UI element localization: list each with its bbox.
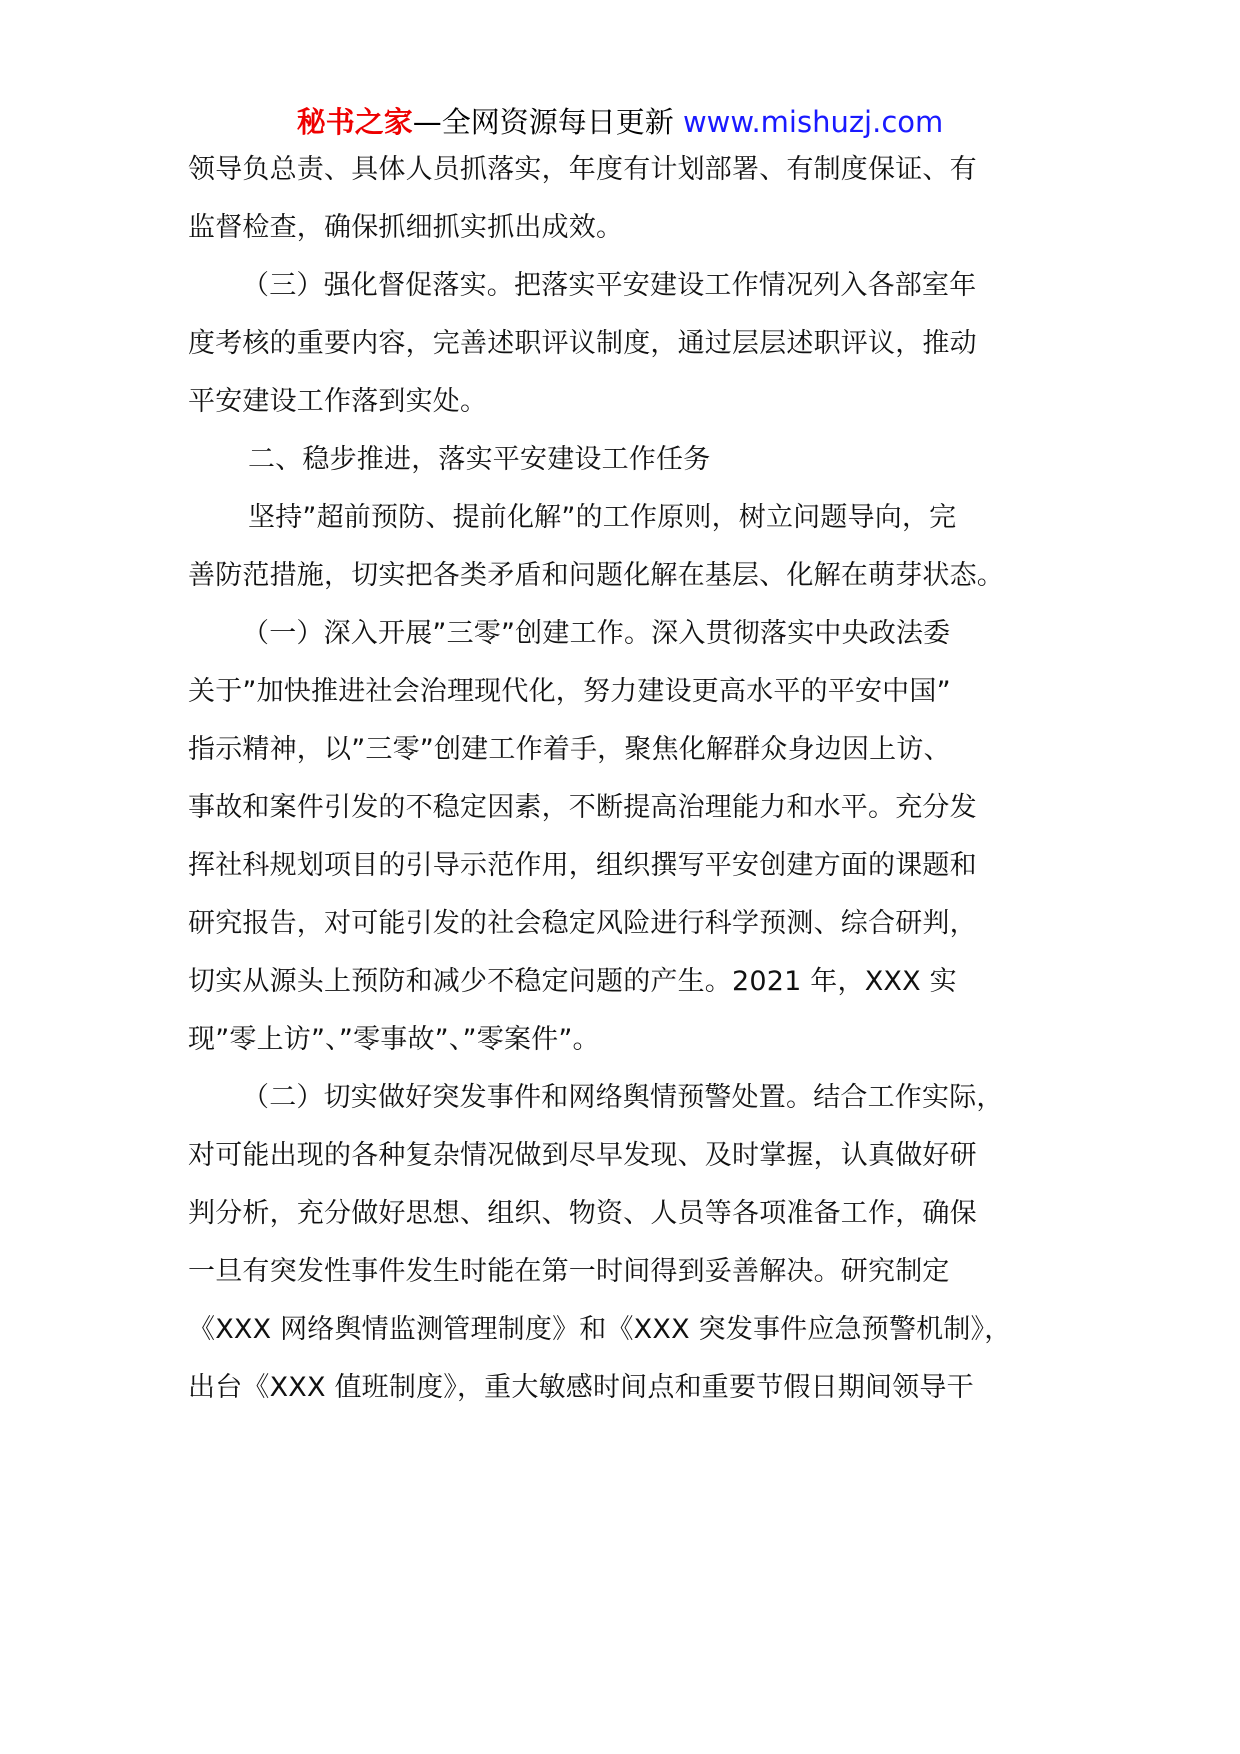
text-line: 坚持”超前预防、提前化解”的工作原则，树立问题导向，完 [248,502,957,533]
site-url-link[interactable]: www.mishuzj.com [682,105,944,139]
text-line: 对可能出现的各种复杂情况做到尽早发现、及时掌握，认真做好研 [188,1140,977,1171]
text-line: 切实从源头上预防和减少不稳定问题的产生。2021 年，XXX 实 [188,966,957,997]
text-line: 平安建设工作落到实处。 [188,386,488,417]
text-line: （二）切实做好突发事件和网络舆情预警处置。结合工作实际， [242,1082,1004,1113]
text-line: 出台《XXX 值班制度》，重大敏感时间点和重要节假日期间领导干 [188,1372,974,1403]
text-line: 关于”加快推进社会治理现代化，努力建设更高水平的平安中国” [188,676,951,707]
text-line: 度考核的重要内容，完善述职评议制度，通过层层述职评议，推动 [188,328,977,359]
header-slogan: —全网资源每日更新 [412,105,683,139]
text-line: 指示精神，以”三零”创建工作着手，聚焦化解群众身边因上访、 [188,734,951,765]
text-line: 监督检查，确保抓细抓实抓出成效。 [188,212,624,243]
text-line: 《XXX 网络舆情监测管理制度》和《XXX 突发事件应急预警机制》， [188,1314,1012,1345]
brand-name: 秘书之家 [296,105,413,139]
section-heading: 二、稳步推进，落实平安建设工作任务 [248,444,711,475]
text-line: 善防范措施，切实把各类矛盾和问题化解在基层、化解在萌芽状态。 [188,560,1004,591]
text-line: 事故和案件引发的不稳定因素，不断提高治理能力和水平。充分发 [188,792,977,823]
text-line: 研究报告，对可能引发的社会稳定风险进行科学预测、综合研判， [188,908,977,939]
text-line: 领导负总责、具体人员抓落实，年度有计划部署、有制度保证、有 [188,154,977,185]
text-line: （一）深入开展”三零”创建工作。深入贯彻落实中央政法委 [242,618,951,649]
text-line: 判分析，充分做好思想、组织、物资、人员等各项准备工作，确保 [188,1198,977,1229]
text-line: 一旦有突发性事件发生时能在第一时间得到妥善解决。研究制定 [188,1256,950,1287]
text-line: 现”零上访”、”零事故”、”零案件”。 [188,1024,600,1055]
text-line: （三）强化督促落实。把落实平安建设工作情况列入各部室年 [242,270,977,301]
site-header [0,102,1240,142]
text-line: 挥社科规划项目的引导示范作用，组织撰写平安创建方面的课题和 [188,850,977,881]
